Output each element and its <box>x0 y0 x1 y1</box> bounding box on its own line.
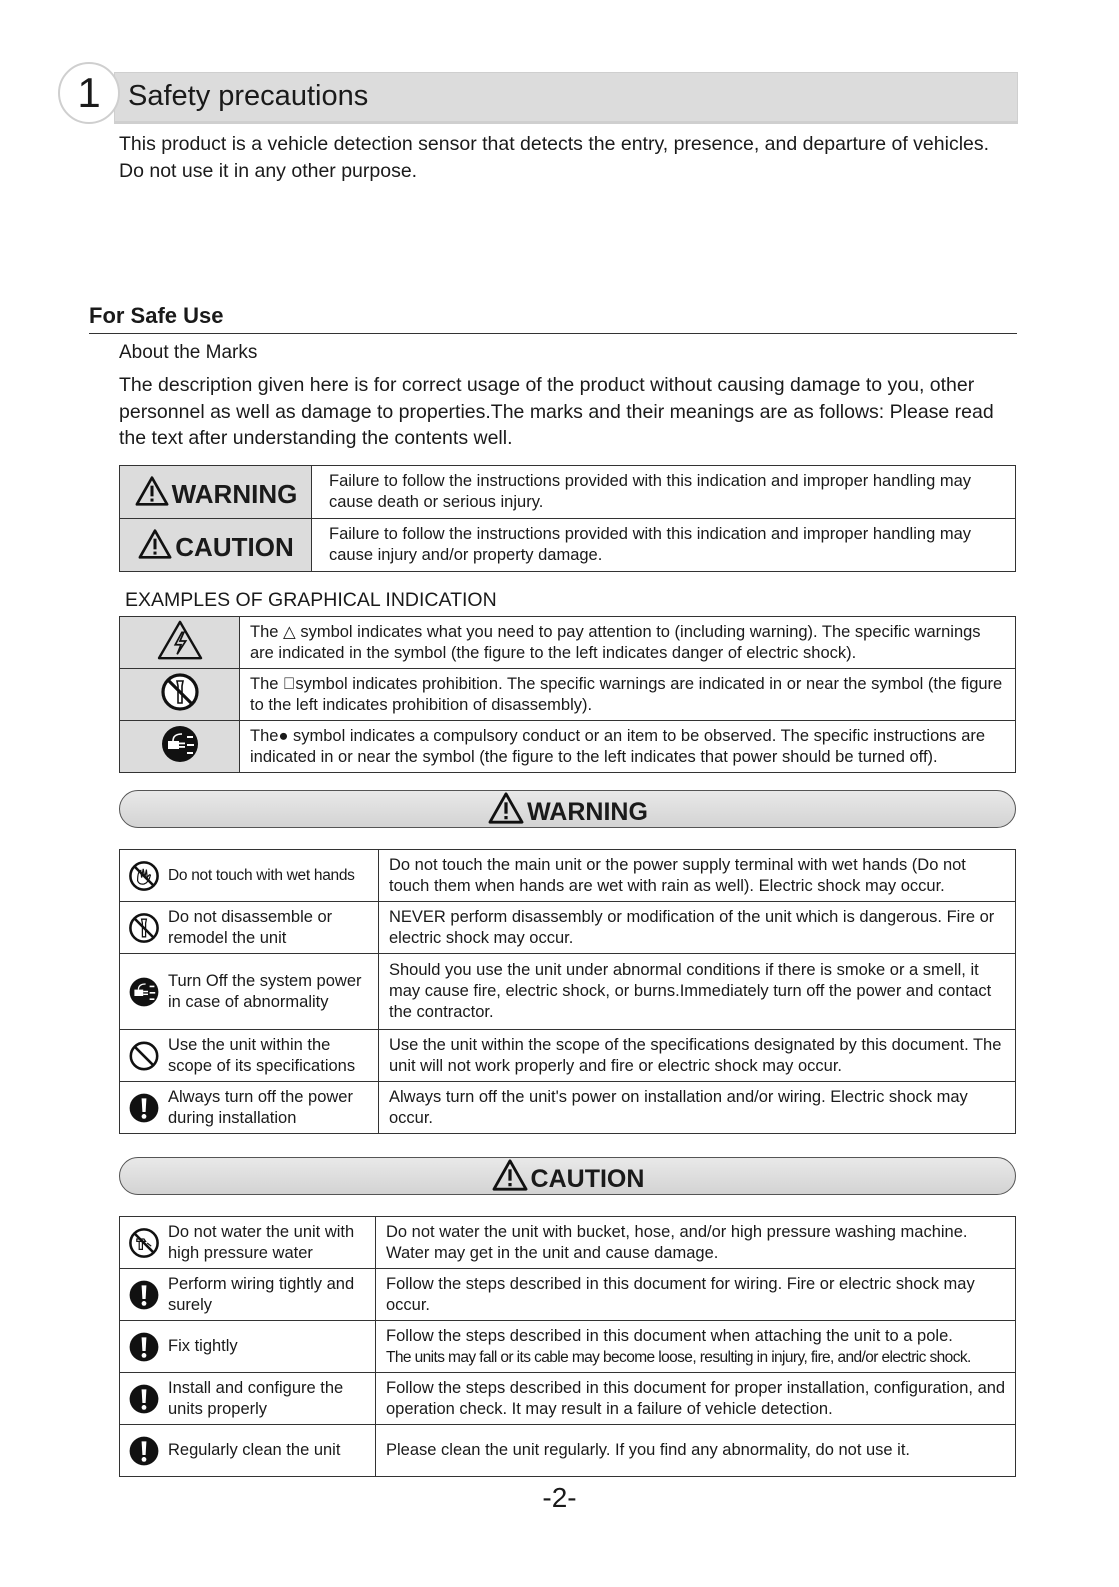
example-description <box>240 617 1016 669</box>
item-name-cell <box>120 850 379 902</box>
item-description: Should you use the unit under abnormal conditions if there is smoke or a smell, it may cause fire, electric shock, or burns.Immediately turn off the power and contact the contractor. <box>379 954 1016 1030</box>
intro-paragraph: This product is a vehicle detection sensor that detects the entry, presence, and departure of vehicles. Do not use it in any other purpose. <box>119 133 990 182</box>
no-wet-hands-icon <box>128 860 160 892</box>
no-disassembly-icon <box>160 672 200 712</box>
desc-text: symbol indicates what you need to pay attention to (including warning). The specific warnings are indicated in the symbol (the figure to the left indicates danger of electric shock). <box>250 622 981 662</box>
section-title: Safety precautions <box>128 80 369 112</box>
desc-text: symbol indicates prohibition. The specific warnings are indicated in or near the symbol (the figure to the left indicates prohibition of disassembly). <box>250 674 1003 714</box>
item-description: Do not water the unit with bucket, hose, and/or high pressure washing machine. Water may get in the unit and cause damage. <box>376 1217 1016 1269</box>
section-number: 1 <box>58 62 120 124</box>
examples-table <box>119 616 1016 773</box>
warning-triangle-icon <box>487 791 525 825</box>
unplug-power-icon <box>160 724 200 764</box>
caution-items-table <box>119 1216 1016 1477</box>
item-name-cell <box>120 902 379 954</box>
mark-label-text: WARNING <box>171 478 298 509</box>
item-name: Do not touch with wet hands <box>168 867 355 884</box>
item-name: Turn Off the system power in case of abnormality <box>168 971 362 1011</box>
section-header <box>58 62 1018 126</box>
warning-triangle-icon <box>137 528 173 560</box>
warning-items-table <box>119 849 1016 1134</box>
item-description: NEVER perform disassembly or modification of the unit which is dangerous. Fire or electric shock may occur. <box>379 902 1016 954</box>
item-description: Do not touch the main unit or the power supply terminal with wet hands (Do not touch them when hands are wet with rain as well). Electric shock may occur. <box>379 850 1016 902</box>
table-row <box>120 902 1016 954</box>
page-number: -2- <box>542 1482 577 1513</box>
item-description: Follow the steps described in this document when attaching the unit to a pole. <box>386 1326 953 1345</box>
mark-label-text: CAUTION <box>175 531 294 562</box>
item-description-detail: The units may fall or its cable may become loose, resulting in injury, fire, and/or electric shock. <box>386 1348 971 1366</box>
example-description <box>240 669 1016 721</box>
no-water-spray-icon <box>128 1227 160 1259</box>
table-row <box>120 1082 1016 1134</box>
table-row <box>120 954 1016 1030</box>
table-row <box>120 466 1016 519</box>
table-row <box>120 1030 1016 1082</box>
item-description: Use the unit within the scope of the specifications designated by this document. The unit will not work properly and fire or electric shock may occur. <box>379 1030 1016 1082</box>
item-name-cell <box>120 1373 376 1425</box>
item-name-cell <box>120 1217 376 1269</box>
warning-triangle-icon <box>134 475 170 507</box>
desc-text: The <box>250 622 284 641</box>
prohibition-icon <box>128 1040 160 1072</box>
table-row <box>120 1373 1016 1425</box>
caution-banner <box>119 1157 1016 1195</box>
item-name-cell <box>120 1425 376 1477</box>
warning-triangle-icon <box>491 1158 529 1192</box>
item-name: Install and configure the units properly <box>168 1378 344 1418</box>
table-row <box>120 1217 1016 1269</box>
marks-description: The description given here is for correct usage of the product without causing damage to you, other personnel as well as damage to properties.The marks and their meanings are as follows: Please read the text after understanding the contents well. <box>119 374 994 449</box>
mandatory-exclamation-icon <box>128 1383 160 1415</box>
table-row <box>120 519 1016 572</box>
item-description-cell <box>376 1321 1016 1373</box>
item-name-cell <box>120 1269 376 1321</box>
item-description: Follow the steps described in this document for proper installation, configuration, and operation check. It may result in a failure of vehicle detection. <box>376 1373 1016 1425</box>
item-name: Use the unit within the scope of its specifications <box>168 1035 356 1075</box>
item-description: Always turn off the unit's power on installation and/or wiring. Electric shock may occur. <box>379 1082 1016 1134</box>
item-name: Do not water the unit with high pressure water <box>168 1222 355 1262</box>
warning-banner-title: WARNING <box>527 798 648 826</box>
item-name-cell <box>120 1321 376 1373</box>
safe-use-heading: For Safe Use <box>89 303 224 328</box>
mandatory-exclamation-icon <box>128 1435 160 1467</box>
table-row <box>120 1321 1016 1373</box>
item-name: Do not disassemble or remodel the unit <box>168 907 333 947</box>
warning-mark-label <box>120 466 312 519</box>
example-description <box>240 721 1016 773</box>
electric-shock-triangle-icon <box>156 619 204 661</box>
desc-text: symbol indicates a compulsory conduct or an item to be observed. The specific instructions are indicated in or near the symbol (the figure to the left indicates that power should be turned off). <box>250 726 986 766</box>
item-name: Fix tightly <box>168 1337 238 1355</box>
caution-mark-label <box>120 519 312 572</box>
about-marks-heading: About the Marks <box>119 342 258 363</box>
example-symbol-cell <box>120 617 240 669</box>
desc-text: The <box>250 674 296 693</box>
item-name: Regularly clean the unit <box>168 1441 341 1459</box>
item-name: Always turn off the power during installation <box>168 1087 353 1127</box>
table-row <box>120 1425 1016 1477</box>
item-name-cell <box>120 1030 379 1082</box>
examples-heading: EXAMPLES OF GRAPHICAL INDICATION <box>125 589 497 611</box>
marks-table <box>119 465 1016 572</box>
unplug-power-icon <box>128 976 160 1008</box>
caution-symbol-inline: △ <box>283 622 296 641</box>
table-row <box>120 617 1016 669</box>
table-row <box>120 669 1016 721</box>
example-symbol-cell <box>120 669 240 721</box>
warning-banner <box>119 790 1016 828</box>
mandatory-symbol-inline: ● <box>278 726 289 745</box>
table-row <box>120 850 1016 902</box>
item-description: Follow the steps described in this document for wiring. Fire or electric shock may occur. <box>376 1269 1016 1321</box>
example-symbol-cell <box>120 721 240 773</box>
mandatory-exclamation-icon <box>128 1092 160 1124</box>
no-disassembly-icon <box>128 912 160 944</box>
caution-banner-title: CAUTION <box>530 1165 645 1193</box>
desc-text: The <box>250 726 279 745</box>
mandatory-exclamation-icon <box>128 1331 160 1363</box>
mandatory-exclamation-icon <box>128 1279 160 1311</box>
item-name-cell <box>120 1082 379 1134</box>
mark-description: Failure to follow the instructions provided with this indication and improper handling may cause death or serious injury. <box>312 466 1016 519</box>
mark-description: Failure to follow the instructions provided with this indication and improper handling may cause injury and/or property damage. <box>312 519 1016 572</box>
heading-divider <box>89 333 1017 334</box>
item-name-cell <box>120 954 379 1030</box>
item-name: Perform wiring tightly and surely <box>168 1274 355 1314</box>
table-row <box>120 721 1016 773</box>
table-row <box>120 1269 1016 1321</box>
item-description: Please clean the unit regularly. If you find any abnormality, do not use it. <box>376 1425 1016 1477</box>
